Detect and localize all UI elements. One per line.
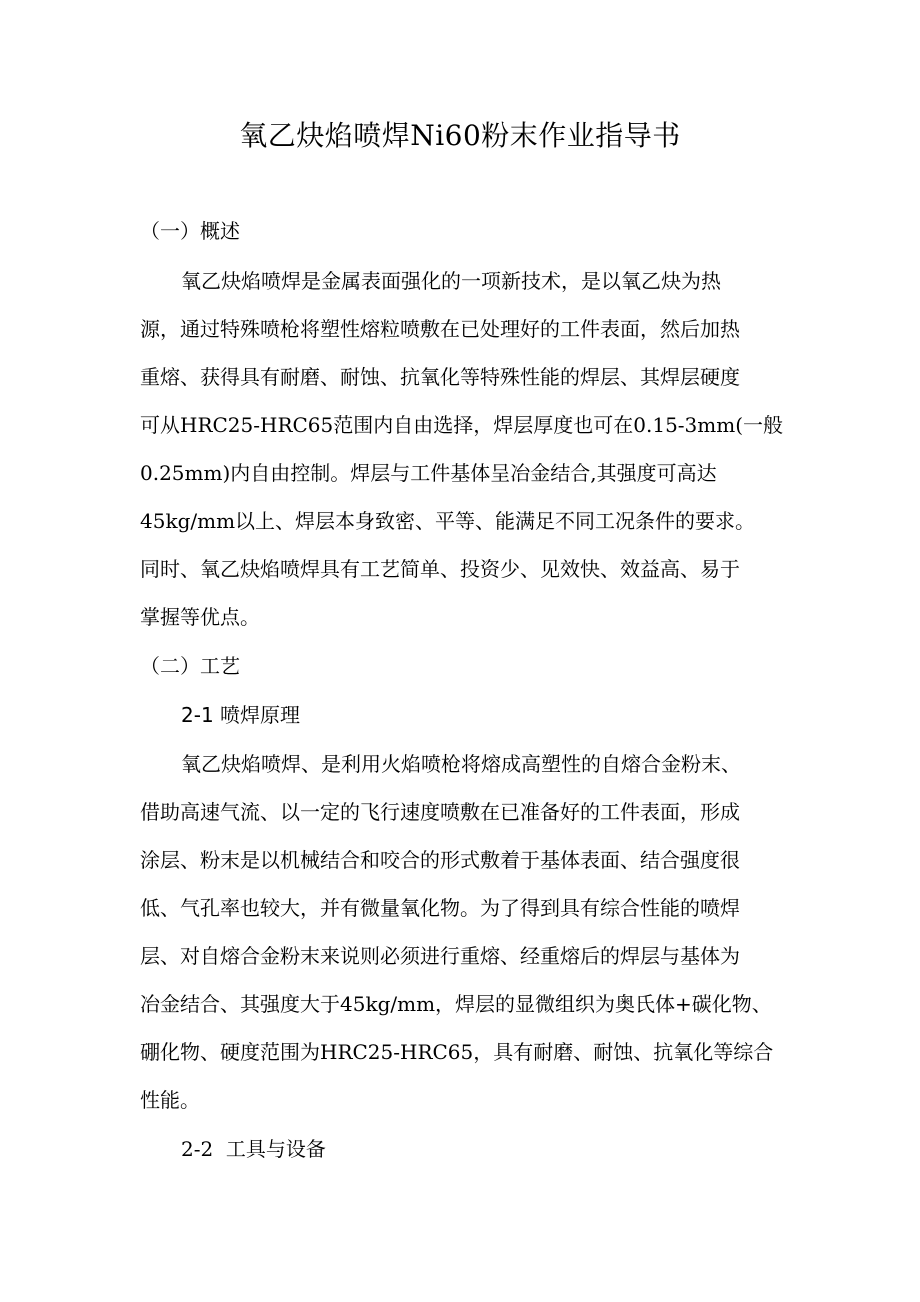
section-heading-process: （二）工艺 [140,654,240,678]
paragraph-line: 低、气孔率也较大，并有微量氧化物。为了得到具有综合性能的喷焊 [140,896,740,920]
paragraph-line: 冶金结合、其强度大于45kg/mm，焊层的显微组织为奥氏体+碳化物、 [140,992,772,1016]
paragraph-line: 重熔、获得具有耐磨、耐蚀、抗氧化等特殊性能的焊层、其焊层硬度 [140,365,740,389]
paragraph-line: 源，通过特殊喷枪将塑性熔粒喷敷在已处理好的工件表面，然后加热 [140,317,740,341]
overview-paragraph [140,257,790,641]
paragraph-line: 45kg/mm以上、焊层本身致密、平等、能满足不同工况条件的要求。 [140,509,756,533]
paragraph-line: 借助高速气流、以一定的飞行速度喷敷在已准备好的工件表面，形成 [140,800,740,824]
section-heading-overview: （一）概述 [140,219,240,243]
document-title: 氧乙炔焰喷焊Ni60粉末作业指导书 [239,119,681,152]
principle-paragraph [140,740,790,1124]
paragraph-line: 掌握等优点。 [140,605,260,629]
paragraph-line: 同时、氧乙炔焰喷焊具有工艺简单、投资少、见效快、效益高、易于 [140,557,740,581]
paragraph-line: 可从HRC25-HRC65范围内自由选择，焊层厚度也可在0.15-3mm(一般 [140,413,784,437]
paragraph-line: 0.25mm)内自由控制。焊层与工件基体呈冶金结合,其强度可高达 [140,461,717,485]
subsection-heading-principle: 2-1 喷焊原理 [181,703,301,727]
paragraph-line: 性能。 [140,1088,200,1112]
paragraph-line: 硼化物、硬度范围为HRC25-HRC65，具有耐磨、耐蚀、抗氧化等综合 [140,1040,774,1064]
paragraph-line: 氧乙炔焰喷焊、是利用火焰喷枪将熔成高塑性的自熔合金粉末、 [181,752,741,776]
paragraph-line: 涂层、粉末是以机械结合和咬合的形式敷着于基体表面、结合强度很 [140,848,740,872]
paragraph-line: 层、对自熔合金粉末来说则必须进行重熔、经重熔后的焊层与基体为 [140,944,740,968]
subsection-heading-tools: 2-2 工具与设备 [181,1137,326,1161]
paragraph-line: 氧乙炔焰喷焊是金属表面强化的一项新技术，是以氧乙炔为热 [181,269,721,293]
